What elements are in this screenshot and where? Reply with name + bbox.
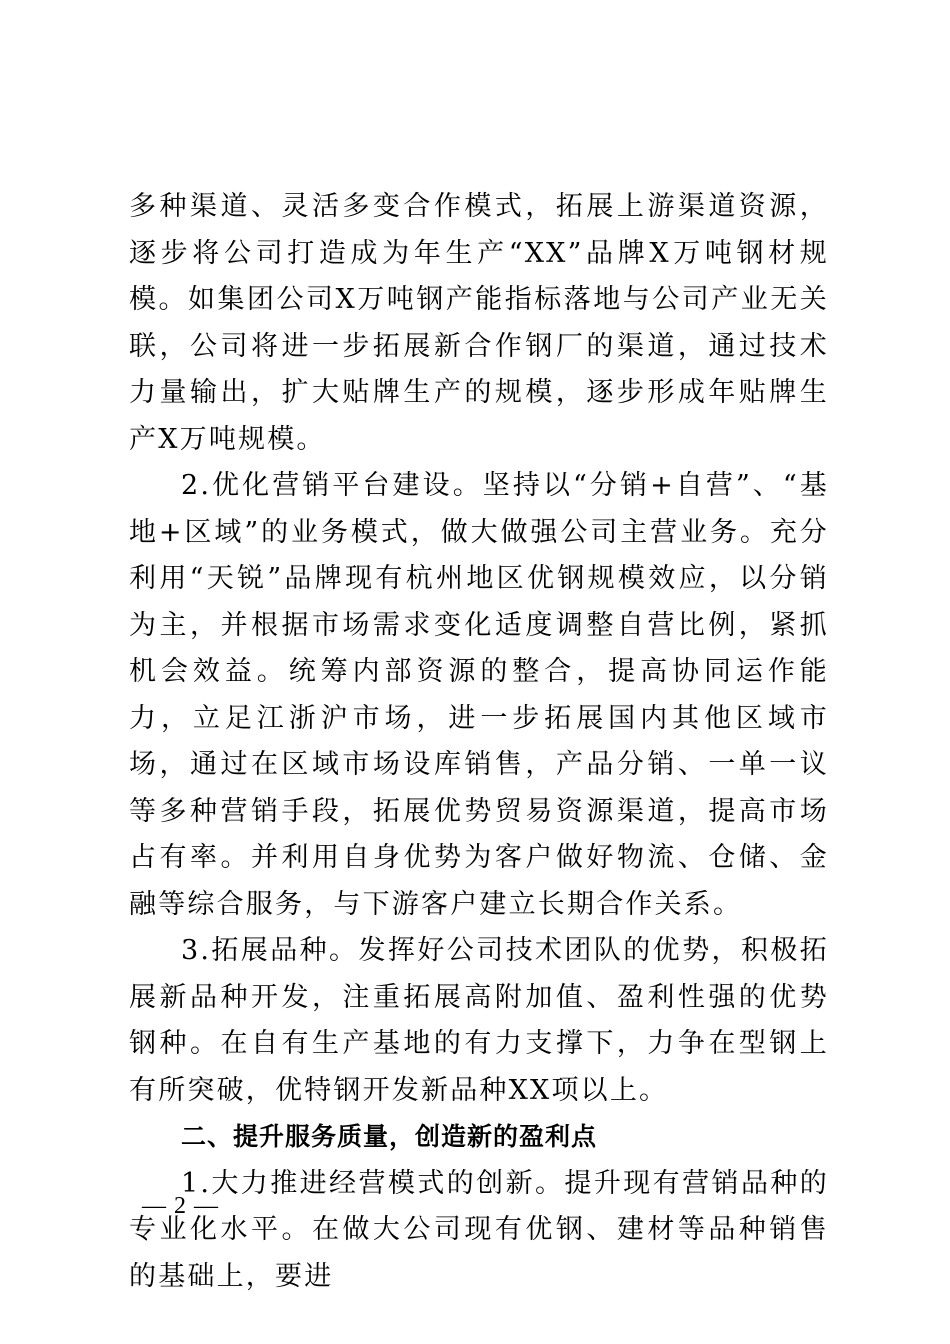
- section-heading: 二、提升服务质量，创造新的盈利点: [181, 1122, 598, 1151]
- document-body: [129, 184, 829, 1300]
- paragraph-marketing-platform: 2.优化营销平台建设。坚持以“分销+自营”、“基地+区域”的业务模式，做大做强公司主营业务。充分利用“天锐”品牌现有杭州地区优钢规模效应，以分销为主，并根据市场需求变化适度调整自营比例，紧抓机会效益。统筹内部资源的整合，提高协同运作能力，立足江浙沪市场，进一步拓展国内其他区域市场，通过在区域市场设库销售，产品分销、一单一议等多种营销手段，拓展优势贸易资源渠道，提高市场占有率。并利用自身优势为客户做好物流、仓储、金融等综合服务，与下游客户建立长期合作关系。: [129, 470, 829, 920]
- page-number: — 2 —: [142, 1193, 219, 1219]
- paragraph-expand-varieties: 3.拓展品种。发挥好公司技术团队的优势，积极拓展新品种开发，注重拓展高附加值、盈利性强的优势钢种。在自有生产基地的有力支撑下，力争在型钢上有所突破，优特钢开发新品种XX项以上。: [129, 935, 829, 1106]
- paragraph-continuation: 多种渠道、灵活多变合作模式，拓展上游渠道资源，逐步将公司打造成为年生产“XX”品牌X万吨钢材规模。如集团公司X万吨钢产能指标落地与公司产业无关联，公司将进一步拓展新合作钢厂的渠道，通过技术力量输出，扩大贴牌生产的规模，逐步形成年贴牌生产X万吨规模。: [129, 191, 829, 455]
- paragraph-business-model-innovation: 1.大力推进经营模式的创新。提升现有营销品种的专业化水平。在做大公司现有优钢、建材等品种销售的基础上，要进: [129, 1167, 829, 1292]
